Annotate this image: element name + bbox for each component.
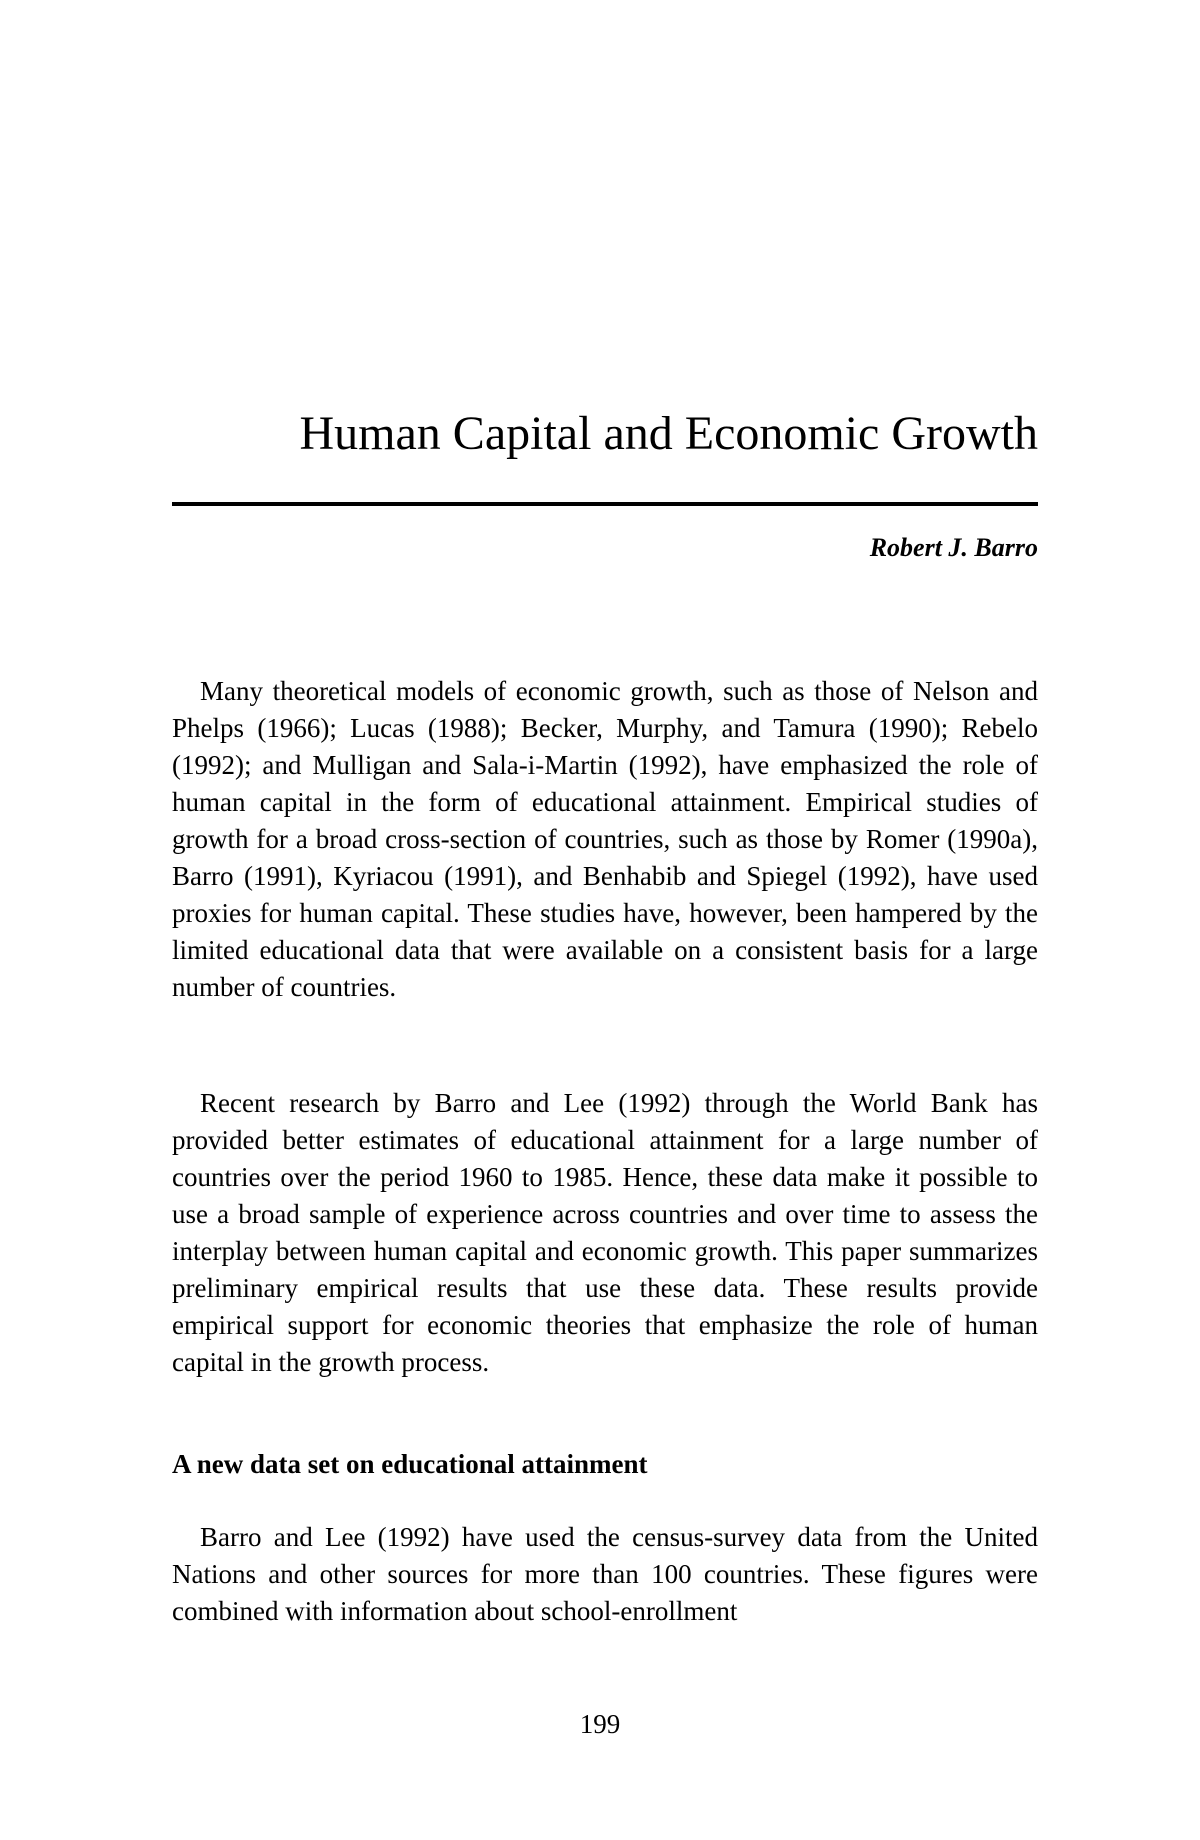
body-paragraph-1: Many theoretical models of economic growth, such as those of Nelson and Phelps (1966); Lucas (1988); Becker, Murphy, and Tamura (1990); Rebelo (1992); and Mulligan and Sala-i-Martin (1992), have emphasized the role of human capital in the form of educational attainment. Empirical studies of growth for a broad cross-section of countries, such as those by Romer (1990a), Barro (1991), Kyriacou (1991), and Benhabib and Spiegel (1992), have used proxies for human capital. These studies have, however, been hampered by the limited educational data that were available on a consistent basis for a large number of countries. [172,676,1038,1002]
body-paragraph-2: Recent research by Barro and Lee (1992) through the World Bank has provided better estimates of educational attainment for a large number of countries over the period 1960 to 1985. Hence, these data make it possible to use a broad sample of experience across countries and over time to assess the interplay between human capital and economic growth. This paper summarizes preliminary empirical results that use these data. These results provide empirical support for economic theories that emphasize the role of human capital in the growth process. [172,1088,1038,1377]
section-paragraph: Barro and Lee (1992) have used the census-survey data from the United Nations and other sources for more than 100 countries. These figures were combined with information about school-enrollment [172,1522,1038,1626]
page-number: 199 [579,1709,621,1739]
title-divider [172,502,1038,506]
author-name: Robert J. Barro [869,533,1038,562]
article-title: Human Capital and Economic Growth [299,407,1038,460]
section-heading: A new data set on educational attainment [172,1449,648,1479]
